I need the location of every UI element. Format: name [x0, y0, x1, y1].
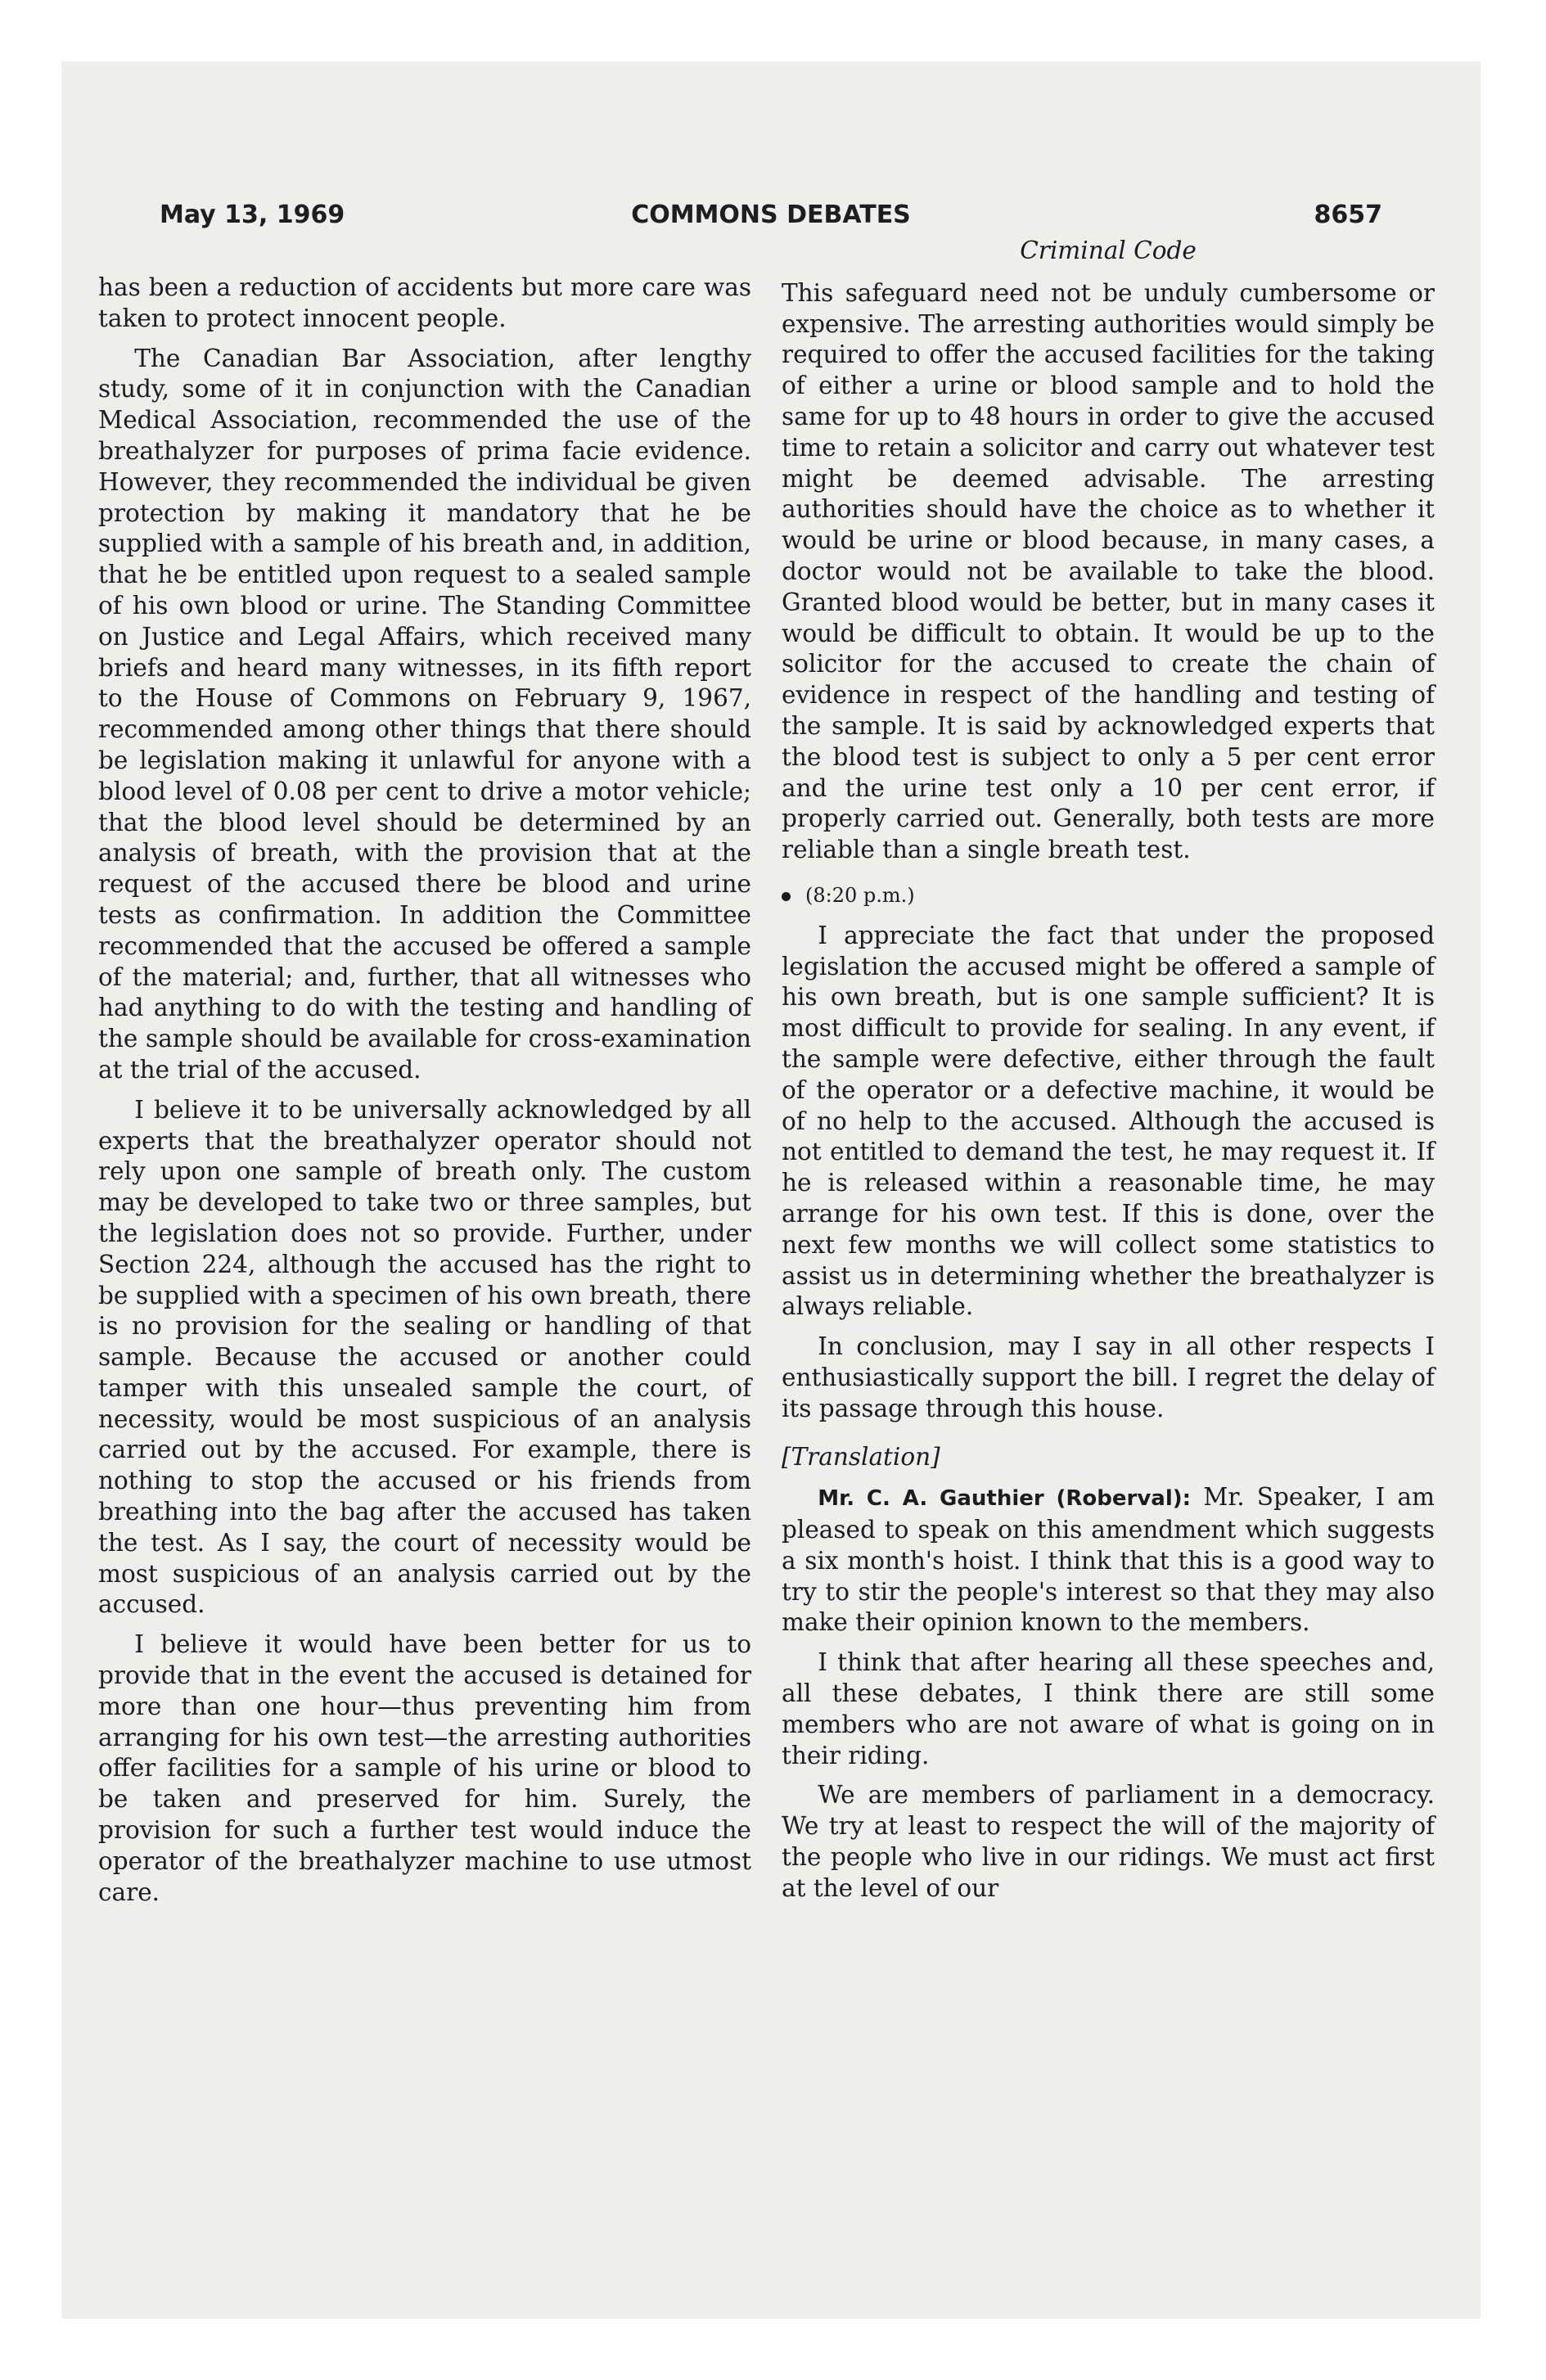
header-date: May 13, 1969: [160, 201, 345, 229]
left-paragraph-3: I believe it to be universally acknowledged by all experts that the breathalyzer operator should not rely upon one sample of breath only. The custom may be developed to take two or three samples, but the legislation does not so provide. Further, under Section 224, although the accused has the right to be supplied with a specimen of his own breath, there is no provision for the sealing or handling of that sample. Because the accused or another could tamper with this unsealed sample the court, of necessity, would be most suspicious of an analysis carried out by the accused. For example, there is nothing to stop the accused or his friends from breathing into the bag after the accused has taken the test. As I say, the court of necessity would be most suspicious of an analysis carried out by the accused.: [98, 1095, 751, 1619]
speaker-paragraph: [782, 1482, 1435, 1639]
left-column: [98, 273, 751, 1908]
section-title: Criminal Code: [1020, 237, 1197, 264]
right-paragraph-1: This safeguard need not be unduly cumbersome or expensive. The arresting authorities would simply be required to offer the accused facilities for the taking of either a urine or blood sample and to hold the same for up to 48 hours in order to give the accused time to retain a solicitor and carry out whatever test might be deemed advisable. The arresting authorities should have the choice as to whether it would be urine or blood because, in many cases, a doctor would not be available to take the blood. Granted blood would be better, but in many cases it would be difficult to obtain. It would be up to the solicitor for the accused to create the chain of evidence in respect of the handling and testing of the sample. It is said by acknowledged experts that the blood test is subject to only a 5 per cent error and the urine test only a 10 per cent error, if properly carried out. Generally, both tests are more reliable than a single breath test.: [782, 278, 1435, 864]
speaker-text: Mr. Speaker, I am pleased to speak on this amendment which suggests a six month's hoist. I think that this is a good way to try to stir the people's interest so that they may also make their opinion known to the members.: [782, 1483, 1435, 1637]
right-paragraph-5: I think that after hearing all these speeches and, all these debates, I think there are still some members who are not aware of what is going on in their riding.: [782, 1648, 1435, 1769]
right-column: [782, 236, 1435, 1904]
timestamp: [782, 881, 1435, 912]
speaker-name: Mr. C. A. Gauthier (Roberval):: [818, 1486, 1192, 1512]
left-paragraph-4: I believe it would have been better for us to provide that in the event the accused is detained for more than one hour—thus preventing him from arranging for his own test—the arresting authorities offer facilities for a sample of his urine or blood to be taken and preserved for him. Surely, the provision for such a further test would induce the operator of the breathalyzer machine to use utmost care.: [98, 1630, 751, 1906]
header-title: COMMONS DEBATES: [631, 201, 911, 229]
page-scan: [61, 61, 1481, 2319]
left-paragraph-1: has been a reduction of accidents but more care was taken to protect innocent people.: [98, 273, 751, 332]
header-page-number: 8657: [1314, 201, 1382, 229]
left-paragraph-2: The Canadian Bar Association, after lengthy study, some of it in conjunction with the Canadian Medical Association, recommended the use of the breathalyzer for purposes of prima facie evidence. However, they recommended the individual be given protection by making it mandatory that he be supplied with a sample of his breath and, in addition, that he be entitled upon request to a sealed sample of his own blood or urine. The Standing Committee on Justice and Legal Affairs, which received many briefs and heard many witnesses, in its fifth report to the House of Commons on February 9, 1967, recommended among other things that there should be legislation making it unlawful for anyone with a blood level of 0.08 per cent to drive a motor vehicle; that the blood level should be determined by an analysis of breath, with the provision that at the request of the accused there be blood and urine tests as confirmation. In addition the Committee recommended that the accused be offered a sample of the material; and, further, that all witnesses who had anything to do with the testing and handling of the sample should be available for cross-examination at the trial of the accused.: [98, 344, 751, 1084]
timestamp-text: (8:20 p.m.): [805, 883, 915, 907]
bullet-icon: [782, 892, 791, 901]
right-paragraph-6: We are members of parliament in a democracy. We try at least to respect the will of the majority of the people who live in our ridings. We must act first at the level of our: [782, 1781, 1435, 1902]
translation-label: [Translation]: [782, 1443, 940, 1472]
right-paragraph-2: I appreciate the fact that under the proposed legislation the accused might be offered a sample of his own breath, but is one sample sufficient? It is most difficult to provide for sealing. In any event, if the sample were defective, either through the fault of the operator or a defective machine, it would be of no help to the accused. Although the accused is not entitled to demand the test, he may request it. If he is released within a reasonable time, he may arrange for his own test. If this is done, over the next few months we will collect some statistics to assist us in determining whether the breathalyzer is always reliable.: [782, 921, 1435, 1321]
right-paragraph-3: In conclusion, may I say in all other respects I enthusiastically support the bill. I regret the delay of its passage through this house.: [782, 1332, 1435, 1422]
